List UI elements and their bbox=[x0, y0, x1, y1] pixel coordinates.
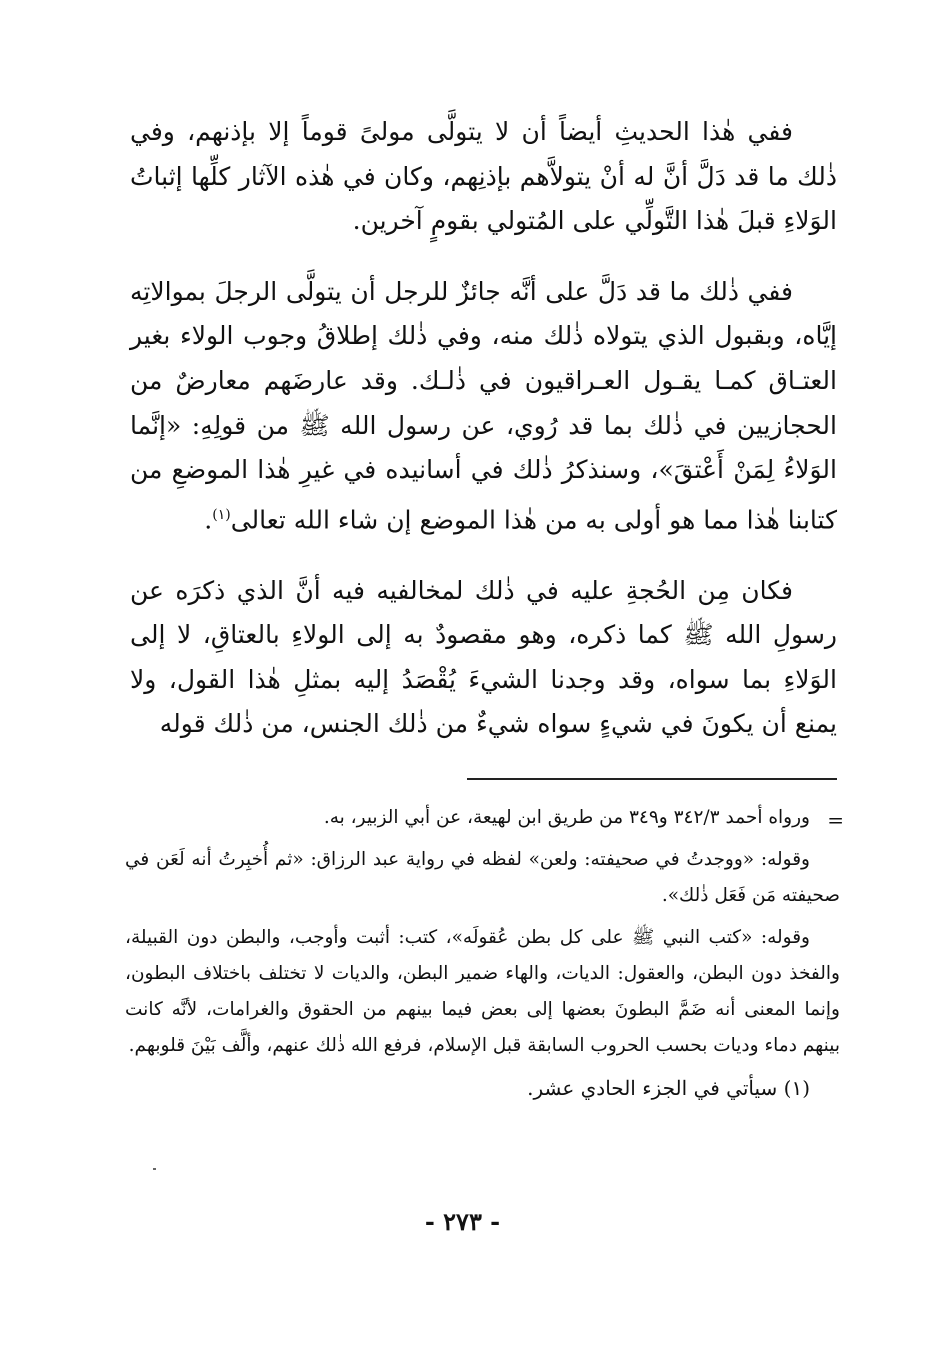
continuation-marker: = bbox=[827, 808, 844, 832]
footnotes bbox=[125, 800, 844, 1106]
page-number: - ٢٧٣ - bbox=[424, 1207, 501, 1236]
paragraph-2-end: . bbox=[204, 505, 213, 535]
paragraph-2 bbox=[130, 270, 837, 543]
main-text bbox=[130, 110, 837, 773]
footnote-1: (١) سيأتي في الجزء الحادي عشر. bbox=[527, 1076, 810, 1100]
footnote-continuation bbox=[125, 800, 844, 836]
scan-speck bbox=[153, 1168, 156, 1170]
footnote-separator bbox=[467, 778, 837, 780]
paragraph-3: فكان مِن الحُجةِ عليه في ذٰلك لمخالفيه فيه أنَّ الذي ذكرَه عن رسولِ الله ﷺ كما ذكره، وهو مقصودٌ به إلى الولاءِ بالعتاقِ، لا إلى الوَلاءِ بما سواه، وقد وجدنا الشيءَ يُقْصَدُ إليه بمثلِ هٰذا القول، ولا يمنع أن يكونَ في شيءٍ سواه شيءٌ من ذٰلك الجنس، من ذٰلك قوله bbox=[130, 575, 837, 739]
footnote-note-a: وقوله: «ووجدتُ في صحيفته: ولعن» لفظه في رواية عبد الرزاق: «ثم أُخبِرتُ أنه لَعَن في صحيفته مَن فَعَل ذٰلك». bbox=[125, 849, 840, 906]
paragraph-2-text: ففي ذٰلك ما قد دَلَّ على أنَّه جائزٌ للرجل أن يتولَّى الرجلَ بموالاتِه إيَّاه، وبقبول الذي يتولاه ذٰلك منه، وفي ذٰلك إطلاقُ وجوب الولاء بغير العتـاق كمـا يقـول العـراقيون في ذٰلـك. وقد عارضَهم معارضٌ من الحجازيين في ذٰلك بما قد رُوي، عن رسول الله ﷺ من قولِهِ: «إنَّما الوَلاءُ لِمَنْ أَعْتقَ»، وسنذكرُ ذٰلك في أسانيده في غيرِ هٰذا الموضعِ من كتابنا هٰذا مما هو أولى به من هٰذا الموضع إن شاء الله تعالى bbox=[130, 276, 837, 535]
footnote-reference: (١) bbox=[212, 506, 231, 523]
footnote-continuation-text: ورواه أحمد ٣٤٢/٣ و٣٤٩ من طريق ابن لهيعة، عن أبي الزبير، به. bbox=[323, 807, 810, 828]
paragraph-1: ففي هٰذا الحديثِ أيضاً أن لا يتولَّى مولىً قوماً إلا بإذنهم، وفي ذٰلك ما قد دَلَّ أنَّ له أنْ يتولاَّهم بإذنِهم، وكان في هٰذه الآثار كلِّها إثباتُ الوَلاءِ قبلَ هٰذا التَّولِّي على المُتولي بقومٍ آخرين. bbox=[130, 117, 838, 236]
footnote-note-b: وقوله: «كتب النبي ﷺ على كل بطن عُقولَه»، كتب: أثبت وأوجب، والبطن دون القبيلة، والفخذ دون البطن، والعقول: الديات، والهاء ضمير البطن، والديات لا تختلف باختلاف البطون، وإنما المعنى أنه ضَمَّ البطونَ بعضها إلى بعض فيما بينهم من الحقوق والغرامات، لأنَّه كانت بينهم دماء وديات بحسب الحروب السابقة قبل الإسلام، فرفع الله ذٰلك عنهم، وألَّف بَيْنَ قلوبهم. bbox=[125, 927, 840, 1056]
